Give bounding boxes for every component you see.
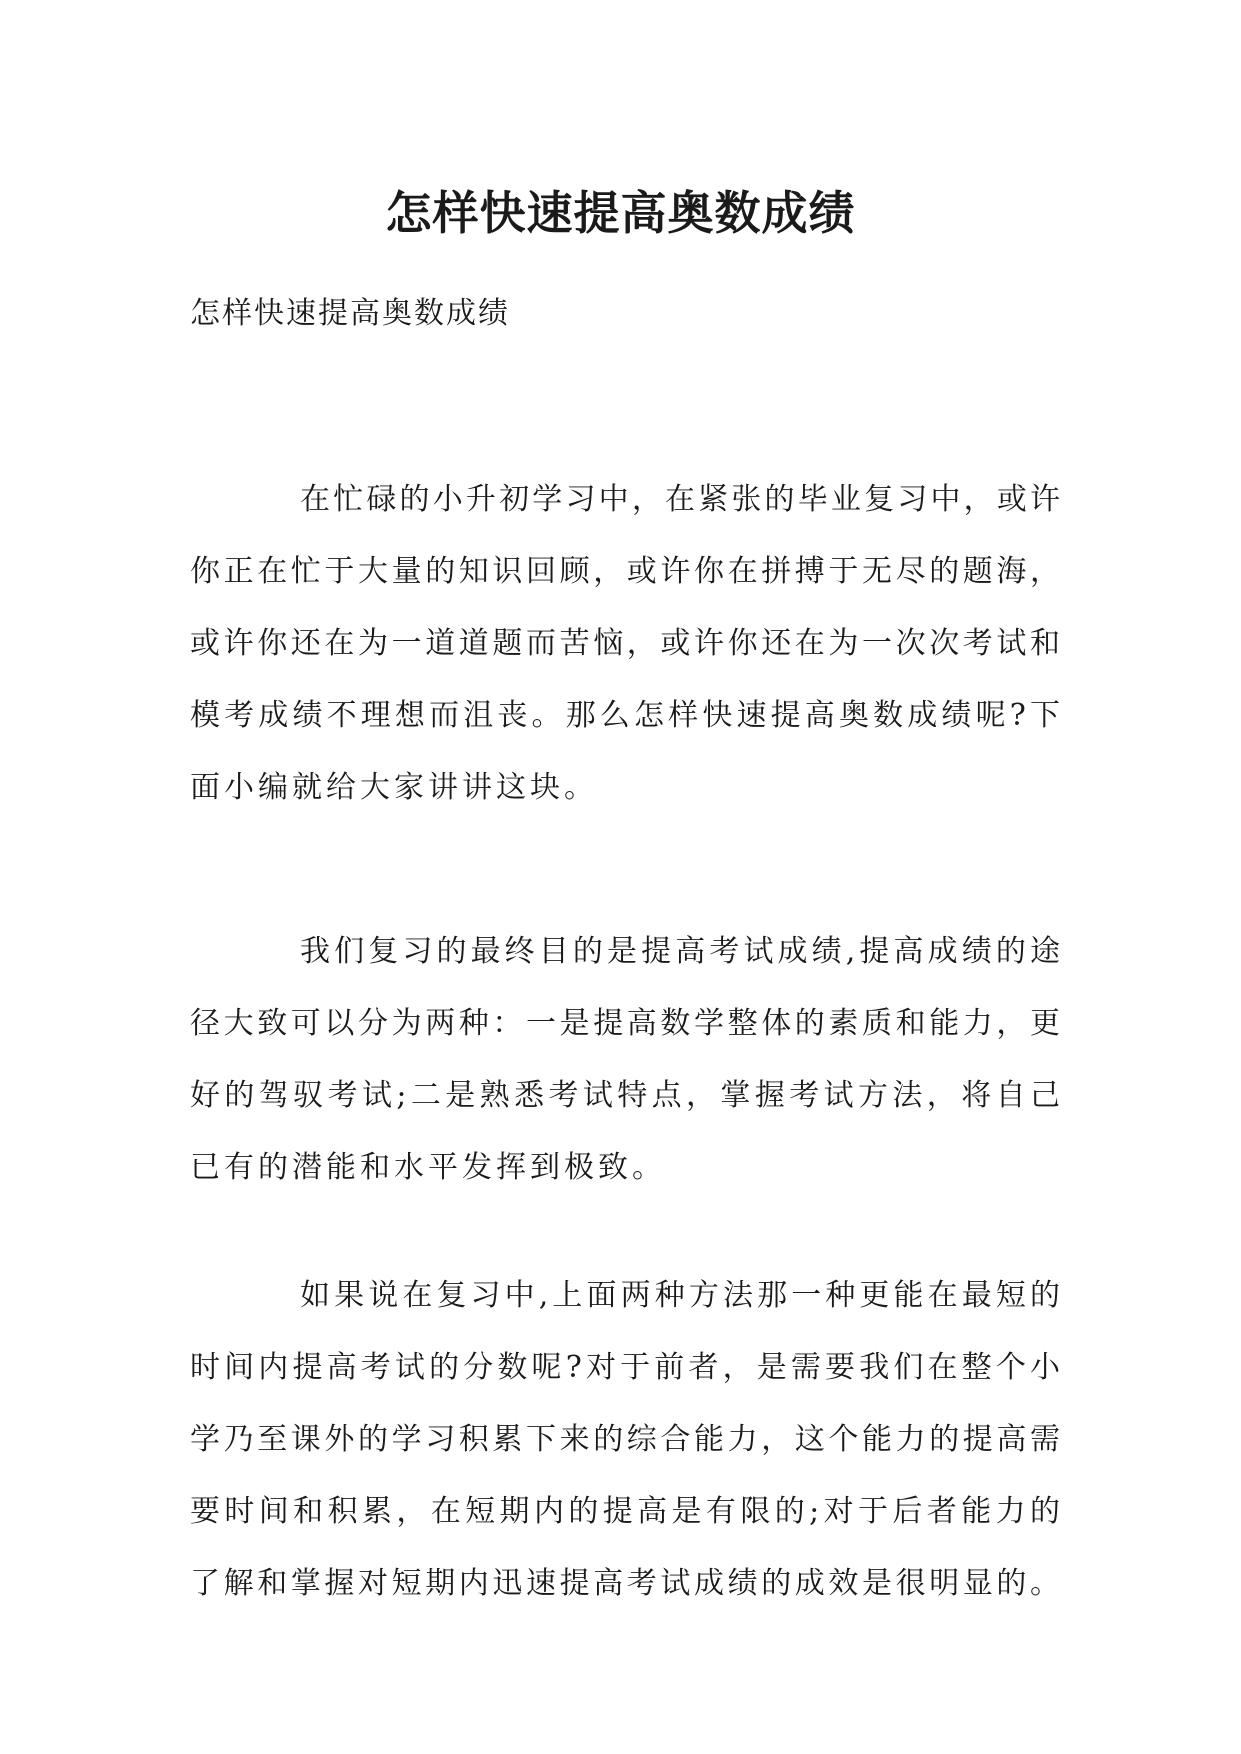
paragraph-line: 如果说在复习中,上面两种方法那一种更能在最短的 [300, 1278, 1060, 1313]
paragraph-line: 了解和掌握对短期内迅速提高考试成绩的成效是很明显的。 [190, 1566, 1060, 1601]
paragraph-line: 面小编就给大家讲讲这块。 [190, 770, 598, 805]
paragraph-line: 好的驾驭考试;二是熟悉考试特点，掌握考试方法，将自己 [190, 1078, 1060, 1113]
paragraph-line: 我们复习的最终目的是提高考试成绩,提高成绩的途 [300, 934, 1060, 969]
paragraph-line: 时间内提高考试的分数呢?对于前者，是需要我们在整个小 [190, 1350, 1060, 1385]
paragraph-2 [190, 916, 1060, 1204]
paragraph-line: 你正在忙于大量的知识回顾，或许你在拼搏于无尽的题海， [190, 554, 1060, 589]
paragraph-line: 模考成绩不理想而沮丧。那么怎样快速提高奥数成绩呢?下 [190, 698, 1060, 733]
paragraph-line: 或许你还在为一道道题而苦恼，或许你还在为一次次考试和 [190, 626, 1060, 661]
paragraph-line: 在忙碌的小升初学习中，在紧张的毕业复习中，或许 [300, 482, 1060, 517]
document-subtitle: 怎样快速提高奥数成绩 [190, 296, 510, 331]
paragraph-line: 径大致可以分为两种：一是提高数学整体的素质和能力，更 [190, 1006, 1060, 1041]
paragraph-3 [190, 1260, 1060, 1620]
paragraph-line: 已有的潜能和水平发挥到极致。 [190, 1150, 666, 1185]
paragraph-line: 要时间和积累，在短期内的提高是有限的;对于后者能力的 [190, 1494, 1060, 1529]
document-title: 怎样快速提高奥数成绩 [385, 185, 856, 240]
paragraph-line: 学乃至课外的学习积累下来的综合能力，这个能力的提高需 [190, 1422, 1060, 1457]
paragraph-1 [190, 464, 1060, 824]
